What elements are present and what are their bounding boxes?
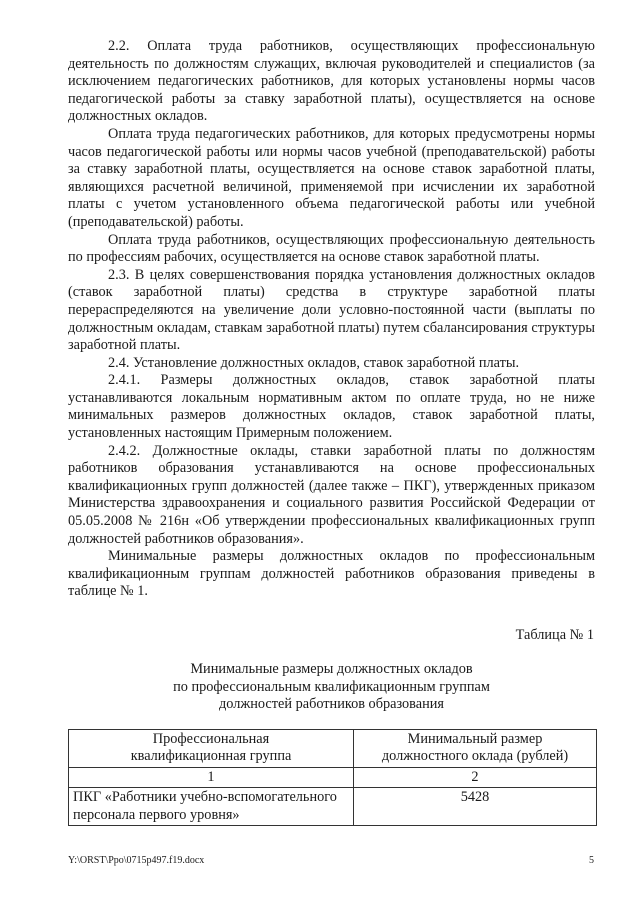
header-group-cell	[69, 730, 354, 768]
column-number-2: 2	[354, 767, 597, 787]
group-cell: ПКГ «Работники учебно-вспомогательного персонала первого уровня»	[69, 788, 354, 826]
header-group-line-1: Профессиональная	[152, 731, 270, 747]
paragraph-2-4-2: 2.4.2. Должностные оклады, ставки заработной платы по должностям работников образования устанавливаются на основе профессиональных квалификационных групп должностей (далее также – ПКГ), утвержденных приказом Министерства здравоохранения и социального развития Российской Федерации от 05.05.2008 № 216н «Об утверждении профессиональных квалификационных групп должностей работников образования».	[68, 442, 595, 547]
salary-table	[68, 729, 597, 826]
header-salary-line-2: должностного оклада (рублей)	[381, 748, 569, 765]
column-number-1: 1	[69, 767, 354, 787]
body-text	[68, 38, 595, 601]
paragraph-2-3: 2.3. В целях совершенствования порядка установления должностных окладов (ставок заработной платы) средства в структуре заработной платы перераспределяются на увеличение доли условно-постоянной части (выплаты по должностным окладам, ставкам заработной платы) путем сбалансирования структуры заработной платы.	[68, 266, 595, 354]
table-caption	[68, 661, 595, 714]
table-caption-line-2: по профессиональным квалификационным группам	[173, 678, 490, 695]
page-number: 5	[589, 855, 594, 866]
table-caption-line-1: Минимальные размеры должностных окладов	[190, 661, 473, 677]
paragraph-workers-pay: Оплата труда работников, осуществляющих профессиональную деятельность по профессиям рабочих, осуществляется на основе ставок заработной платы.	[68, 231, 595, 266]
header-salary-line-1: Минимальный размер	[407, 731, 543, 747]
paragraph-teachers-pay: Оплата труда педагогических работников, для которых предусмотрены нормы часов педагогической работы или нормы часов учебной (преподавательской) работы за ставку заработной платы, осуществляется на основе ставок заработной платы, являющихся расчетной величиной, применяемой при исчислении их заработной платы с учетом установленного объема педагогической работы или учебной (преподавательской) работы.	[68, 125, 595, 230]
footer-file-path: Y:\ORST\Ppo\0715p497.f19.docx	[68, 855, 205, 866]
paragraph-2-4: 2.4. Установление должностных окладов, ставок заработной платы.	[108, 354, 520, 371]
paragraph-2-2: 2.2. Оплата труда работников, осуществляющих профессиональную деятельность по должностям служащих, включая руководителей и специалистов (за исключением педагогических работников, для которых установлены нормы часов педагогической работы за ставку заработной платы), осуществляется на основе должностных окладов.	[68, 38, 595, 125]
paragraph-2-4-1: 2.4.1. Размеры должностных окладов, ставок заработной платы устанавливаются локальным нормативным актом по оплате труда, но не ниже минимальных размеров должностных окладов, ставок заработной платы, установленных настоящим Примерным положением.	[68, 372, 595, 442]
table-header-row	[69, 730, 597, 768]
header-group-line-2: квалификационная группа	[130, 748, 292, 765]
table-caption-line-3: должностей работников образования	[219, 696, 444, 713]
table-label: Таблица № 1	[515, 627, 594, 643]
paragraph-min-sizes: Минимальные размеры должностных окладов по профессиональным квалификационным группам должностей работников образования приведены в таблице № 1.	[68, 548, 595, 600]
header-salary-cell	[354, 730, 597, 768]
table-row	[69, 788, 597, 826]
salary-cell: 5428	[354, 788, 597, 826]
table-number-row	[69, 767, 597, 787]
